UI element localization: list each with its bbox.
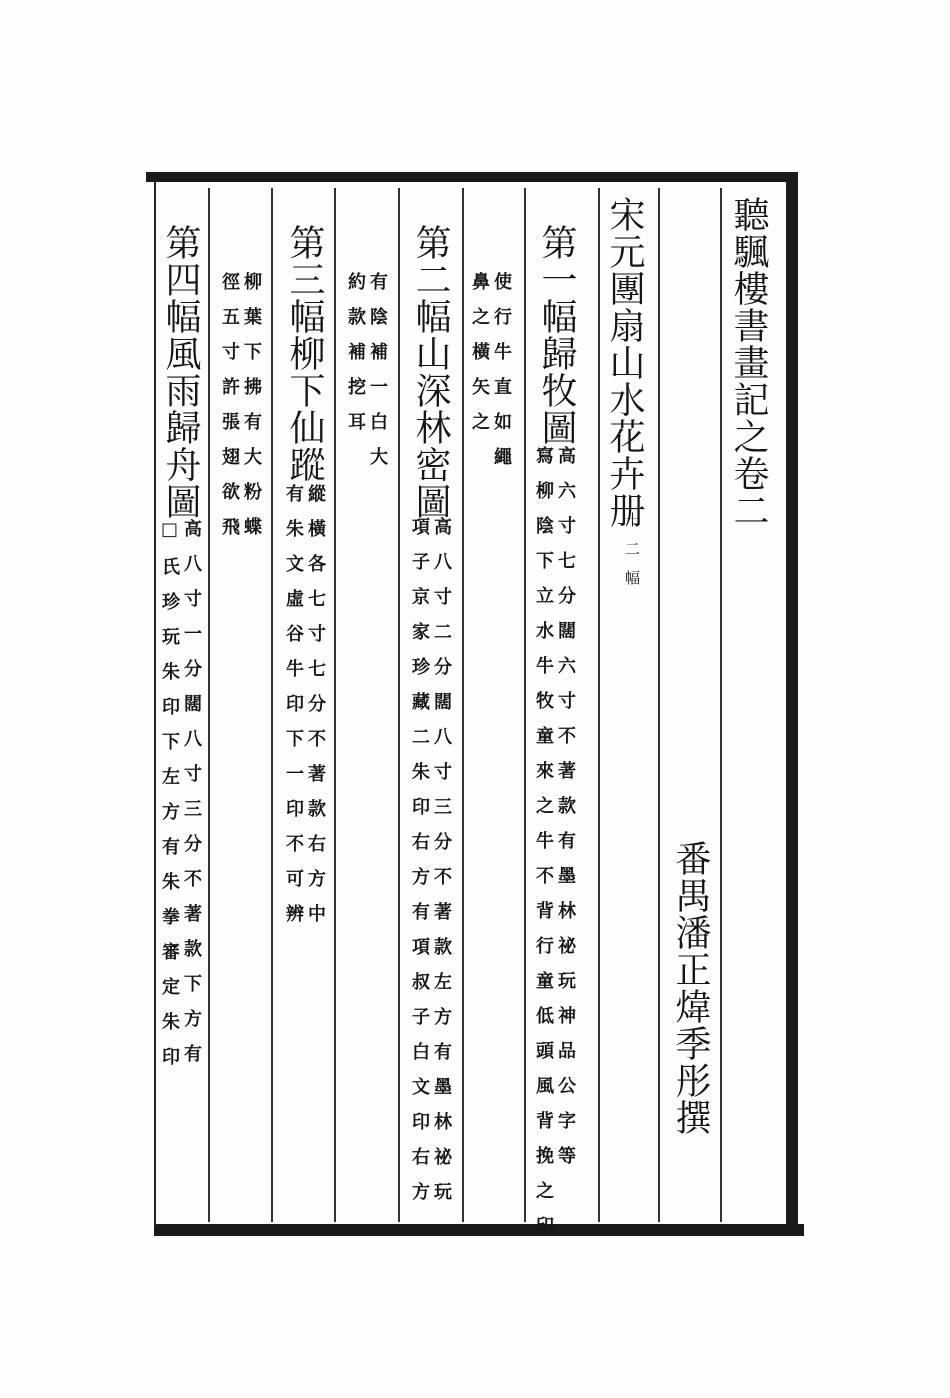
column-rule [524, 188, 526, 1222]
page-frame [146, 172, 798, 1251]
section-note: 十二幅 [623, 512, 641, 599]
leaf-2-continuation-left: 約款補挖耳 [345, 272, 366, 447]
book-title: 聽颿樓書畫記之卷二 [728, 196, 769, 529]
column-rule [462, 188, 464, 1222]
column-rule [398, 188, 400, 1222]
frame-left-border [154, 182, 156, 1226]
leaf-2-note-left: 項子京家珍藏二朱印右方有項叔子白文印右方 [409, 517, 430, 1217]
leaf-4-title: 第四幅風雨歸舟圖 [160, 224, 201, 520]
leaf-1-note-right: 高六寸七分闊六寸不著款有墨林祕玩神品公字等 [555, 446, 576, 1181]
leaf-4-note-left: □氏珍玩朱印下左方有朱拳審定朱印 [159, 519, 180, 1082]
leaf-3-note-right: 縱橫各七寸七分不著款右方中 [305, 484, 326, 939]
leaf-1-title: 第一幅歸牧圖 [536, 224, 577, 446]
leaf-4-note-right: 高八寸一分闊八寸三分不著款下方有 [181, 519, 202, 1079]
column-rule [598, 188, 600, 1222]
column-rule [271, 188, 273, 1222]
frame-top-border [146, 172, 798, 182]
leaf-1-continuation-right: 使行牛直如繩 [491, 272, 512, 482]
leaf-1-note-left: 寫柳陰下立水牛牧童來之牛不背行童低頭風背挽之印 [533, 446, 554, 1251]
leaf-3-continuation-right: 柳葉下拂有大粉蝶 [241, 272, 262, 552]
frame-bottom-border [154, 1224, 804, 1236]
column-rule [658, 188, 660, 1222]
leaf-1-continuation-left: 鼻之橫矢之 [469, 272, 490, 447]
leaf-3-continuation-left: 徑五寸許張翅欲飛 [219, 272, 240, 552]
leaf-3-title: 第三幅柳下仙蹤 [284, 224, 325, 483]
leaf-2-continuation-right: 有陰補一白大 [367, 272, 388, 482]
author-line: 番禺潘正煒季彤撰 [670, 840, 711, 1136]
column-rule [720, 188, 722, 1222]
frame-right-border [786, 172, 798, 1236]
column-rule [208, 188, 210, 1222]
section-title: 宋元團扇山水花卉册 [604, 196, 645, 529]
leaf-2-title: 第二幅山深林密圖 [410, 224, 451, 520]
leaf-2-note-right: 高八寸二分闊八寸三分不著款左方有墨林祕玩 [431, 517, 452, 1217]
leaf-3-note-left: 有朱文虛谷牛印下一印不可辨 [283, 484, 304, 939]
column-rule [334, 188, 336, 1222]
